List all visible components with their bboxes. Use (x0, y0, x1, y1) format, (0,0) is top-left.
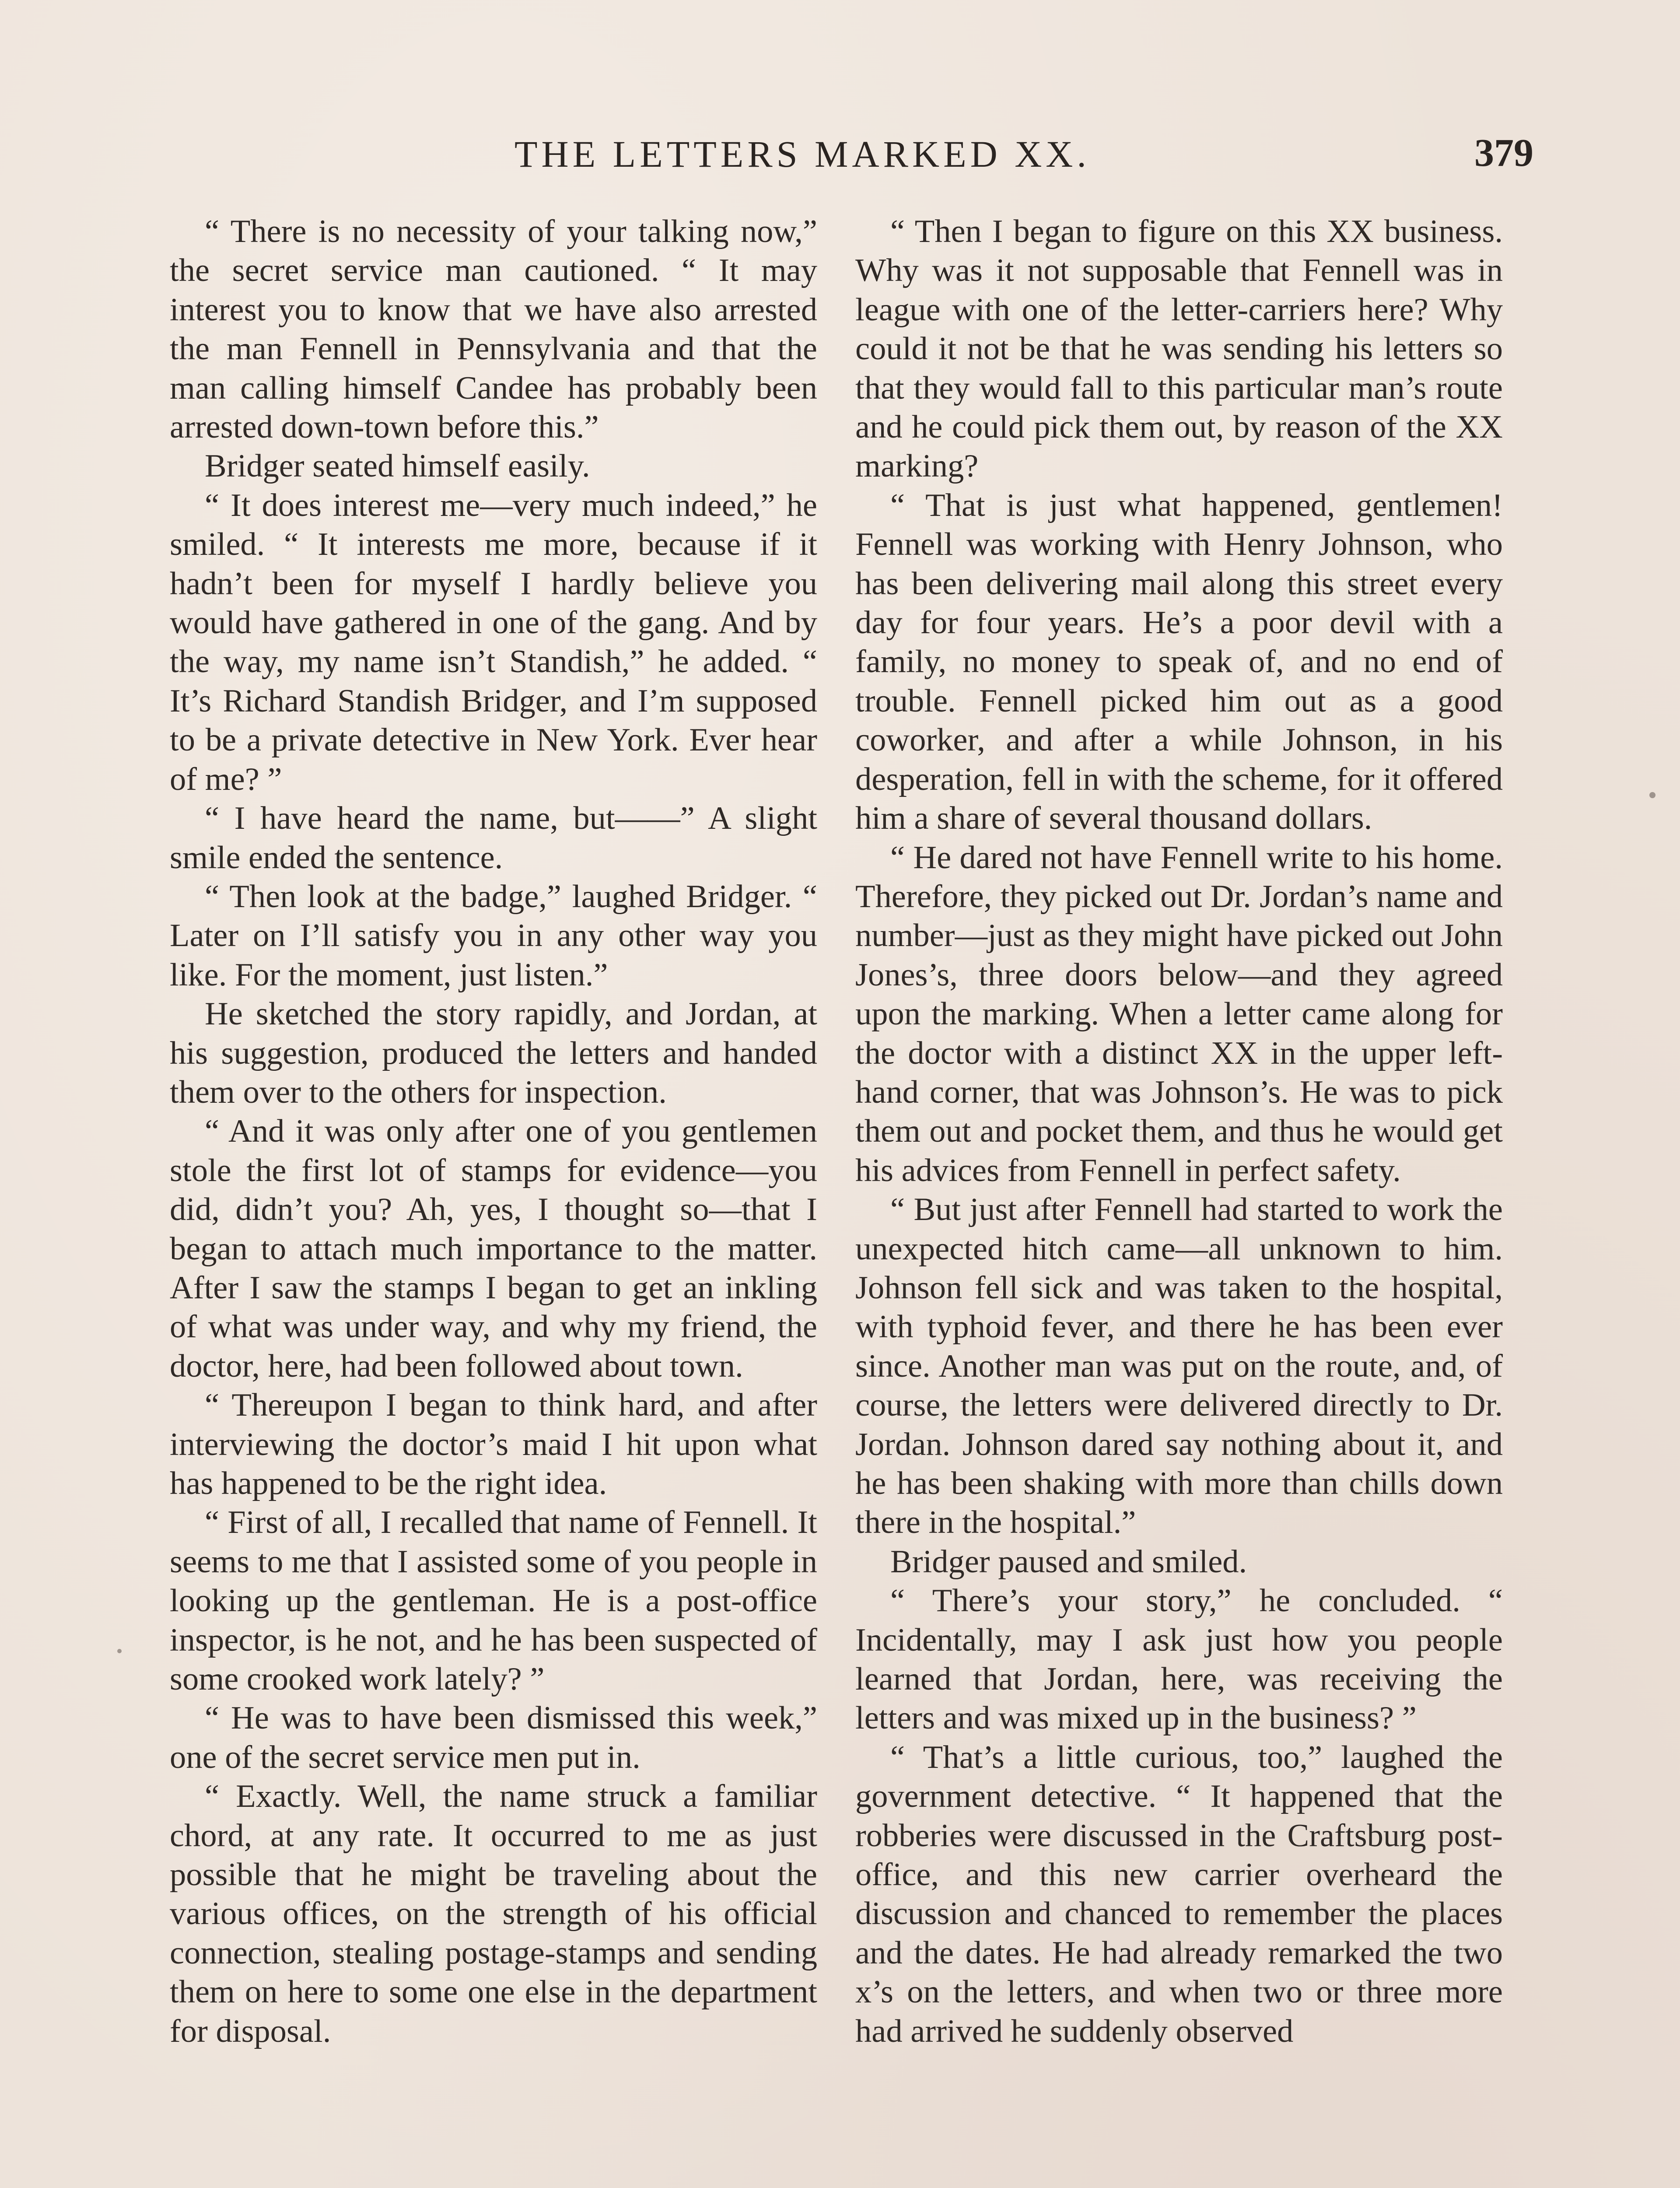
running-title: THE LETTERS MARKED XX. (514, 133, 1090, 175)
paragraph: “ That is just what happened, gentlemen! Fennell was working with Henry Johnson, who has been delivering mail along this street every day for four years. He’s a poor devil with a family, no money to speak of, and no end of trouble. Fennell picked him out as a good coworker, and after a while Johnson, in his desperation, fell in with the scheme, for it offered him a share of several thousand dollars. (855, 487, 1503, 837)
paragraph: “ Then I began to figure on this XX business. Why was it not supposable that Fennell was in league with one of the letter-carriers here? Why could it not be that he was sending his letters so that they would fall to this particular man’s route and he could pick them out, by reason of the XX marking? (855, 214, 1503, 484)
paragraph: “ I have heard the name, but——” A slight smile ended the sentence. (170, 800, 817, 876)
right-column (855, 212, 1503, 2051)
paragraph: “ He dared not have Fennell write to his home. Therefore, they picked out Dr. Jordan’s name and number—just as they might have picked out John Jones’s, three doors below—and they agreed upon the marking. When a letter came along for the doctor with a distinct XX in the upper left-hand corner, that was Johnson’s. He was to pick them out and pocket them, and thus he would get his advices from Fennell in perfect safety. (855, 839, 1503, 1189)
left-column (170, 212, 817, 2051)
paragraph: He sketched the story rapidly, and Jordan, at his suggestion, produced the letters and handed them over to the others for inspection. (170, 996, 817, 1110)
paper-fleck (1649, 792, 1656, 798)
paragraph: “ There is no necessity of your talking now,” the secret service man cautioned. “ It may interest you to know that we have also arrested the man Fennell in Pennsylvania and that the man calling himself Candee has probably been arrested down-town before this.” (170, 214, 817, 445)
paragraph: “ But just after Fennell had started to work the unexpected hitch came—all unknown to him. Johnson fell sick and was taken to the hospital, with typhoid fever, and there he has been ever since. Another man was put on the route, and, of course, the letters were delivered directly to Dr. Jordan. Johnson dared say nothing about it, and he has been shaking with more than chills down there in the hospital.” (855, 1192, 1503, 1541)
paragraph: “ It does interest me—very much indeed,” he smiled. “ It interests me more, because if it hadn’t been for myself I hardly believe you would have gathered in one of the gang. And by the way, my name isn’t Standish,” he added. “ It’s Richard Standish Bridger, and I’m supposed to be a private detective in New York. Ever hear of me? ” (170, 487, 817, 797)
paragraph: “ There’s your story,” he concluded. “ Incidentally, may I ask just how you people learned that Jordan, here, was receiving the letters and was mixed up in the business? ” (855, 1583, 1503, 1736)
paper-fleck (117, 1649, 122, 1653)
page-number: 379 (1474, 131, 1533, 175)
paragraph: Bridger seated himself easily. (205, 448, 590, 484)
paragraph: “ And it was only after one of you gentlemen stole the first lot of stamps for evidence—you did, didn’t you? Ah, yes, I thought so—that I began to attach much importance to the matter. After I saw the stamps I began to get an inkling of what was under way, and why my friend, the doctor, here, had been followed about town. (170, 1113, 817, 1384)
paragraph: “ Then look at the badge,” laughed Bridger. “ Later on I’ll satisfy you in any other way you like. For the moment, just listen.” (170, 878, 817, 993)
paragraph: “ Exactly. Well, the name struck a familiar chord, at any rate. It occurred to me as just possible that he might be traveling about the various offices, on the strength of his official connection, stealing postage-stamps and sending them on here to some one else in the department for disposal. (170, 1778, 817, 2049)
paragraph: “ First of all, I recalled that name of Fennell. It seems to me that I assisted some of you people in looking up the gentleman. He is a post-office inspector, is he not, and he has been suspected of some crooked work lately? ” (170, 1504, 817, 1697)
paragraph: “ Thereupon I began to think hard, and after interviewing the doctor’s maid I hit upon what has happened to be the right idea. (170, 1387, 817, 1501)
paragraph: Bridger paused and smiled. (890, 1543, 1247, 1580)
paragraph: “ That’s a little curious, too,” laughed the government detective. “ It happened that the robberies were discussed in the Craftsburg post-office, and this new carrier overheard the discussion and chanced to remember the places and the dates. He had already remarked the two x’s on the letters, and when two or three more had arrived he suddenly observed (855, 1739, 1503, 2049)
paragraph: “ He was to have been dismissed this week,” one of the secret service men put in. (170, 1700, 817, 1775)
